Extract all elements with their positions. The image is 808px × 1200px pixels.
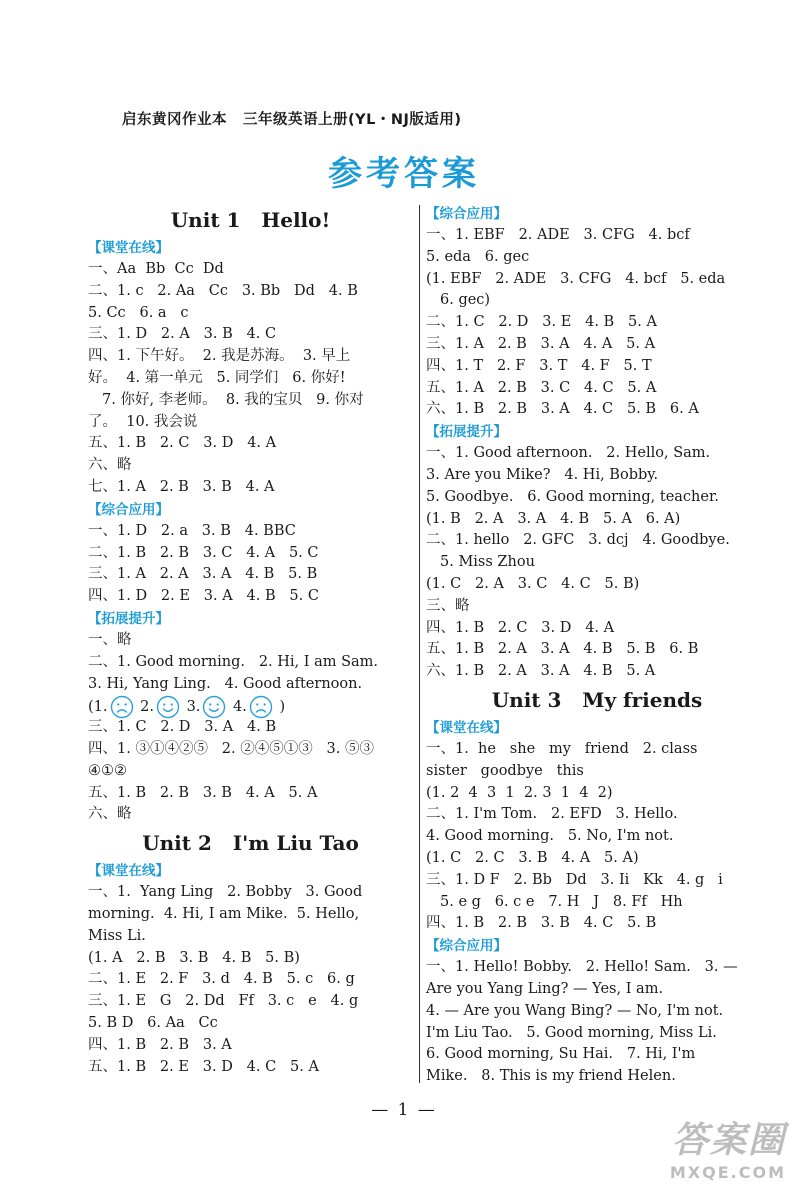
book-header bbox=[122, 108, 462, 129]
answer-line: 5. B D 6. Aa Cc bbox=[88, 1014, 218, 1031]
section-label: 【课堂在线】 bbox=[426, 719, 507, 736]
answer-line: 一、1. Yang Ling 2. Bobby 3. Good bbox=[88, 884, 363, 901]
answer-line: 好。 4. 第一单元 5. 同学们 6. 你好! bbox=[88, 369, 346, 386]
answer-line: 5. eda 6. gec bbox=[426, 248, 530, 265]
answer-line: 7. 你好, 李老师。 8. 我的宝贝 9. 你对 bbox=[102, 391, 364, 408]
unit-title: Unit 1 Hello! bbox=[170, 208, 331, 232]
answer-line: 二、1. B 2. B 3. C 4. A 5. C bbox=[88, 544, 319, 561]
answer-line: 六、略 bbox=[88, 457, 132, 474]
answer-line: (1. 2 4 3 1 2. 3 1 4 2) bbox=[426, 784, 613, 801]
answer-line: 二、1. E 2. F 3. d 4. B 5. c 6. g bbox=[88, 971, 355, 988]
answer-line: 四、1. D 2. E 3. A 4. B 5. C bbox=[88, 588, 319, 605]
answer-line: 一、1. D 2. a 3. B 4. BBC bbox=[88, 522, 296, 539]
answer-line: 六、1. B 2. B 3. A 4. C 5. B 6. A bbox=[426, 401, 699, 418]
answer-line: 一、1. Hello! Bobby. 2. Hello! Sam. 3. — bbox=[426, 959, 738, 976]
book-subtitle: 三年级英语上册(YL・NJ版适用) bbox=[243, 112, 462, 128]
answer-line: sister goodbye this bbox=[426, 762, 584, 779]
answer-line: I'm Liu Tao. 5. Good morning, Miss Li. bbox=[426, 1024, 717, 1041]
answer-line: morning. 4. Hi, I am Mike. 5. Hello, bbox=[88, 905, 360, 922]
answer-line: 5. Cc 6. a c bbox=[88, 304, 189, 321]
answer-line: 四、1. B 2. B 3. B 4. C 5. B bbox=[426, 915, 657, 932]
answer-line: 三、1. D 2. A 3. B 4. C bbox=[88, 326, 277, 343]
answer-line: 二、1. C 2. D 3. E 4. B 5. A bbox=[426, 314, 657, 331]
answer-line: 二、1. c 2. Aa Cc 3. Bb Dd 4. B bbox=[88, 282, 358, 299]
happy-face-icon bbox=[156, 695, 180, 719]
answer-line: 5. Miss Zhou bbox=[440, 554, 535, 571]
left-column bbox=[88, 203, 413, 1078]
answer-line: 三、1. D F 2. Bb Dd 3. Ii Kk 4. g i bbox=[426, 871, 723, 888]
sad-face-icon bbox=[110, 695, 134, 719]
column-divider bbox=[419, 205, 420, 1083]
answer-line: 二、1. Good morning. 2. Hi, I am Sam. bbox=[88, 653, 379, 670]
answer-line: 3. Are you Mike? 4. Hi, Bobby. bbox=[426, 466, 659, 483]
answer-line: 了。 10. 我会说 bbox=[88, 413, 198, 430]
section-label-row bbox=[88, 608, 413, 630]
section-label: 【拓展提升】 bbox=[426, 424, 507, 441]
answer-line: 二、1. hello 2. GFC 3. dcj 4. Goodbye. bbox=[426, 532, 730, 549]
section-label: 【拓展提升】 bbox=[88, 610, 169, 627]
answer-line: 三、略 bbox=[426, 597, 470, 614]
answer-line: 4. Good morning. 5. No, I'm not. bbox=[426, 828, 674, 845]
answer-line: (1. B 2. A 3. A 4. B 5. A 6. A) bbox=[426, 510, 681, 527]
section-label: 【综合应用】 bbox=[88, 501, 169, 518]
answer-line-faces bbox=[88, 695, 413, 717]
answer-line: 5. Goodbye. 6. Good morning, teacher. bbox=[426, 488, 719, 505]
answer-line: 五、1. A 2. B 3. C 4. C 5. A bbox=[426, 379, 657, 396]
answer-line: (1. C 2. A 3. C 4. C 5. B) bbox=[426, 575, 640, 592]
answer-line: (1. EBF 2. ADE 3. CFG 4. bcf 5. eda bbox=[426, 270, 726, 287]
answer-line: Miss Li. bbox=[88, 927, 146, 944]
section-label-row bbox=[88, 860, 413, 882]
answer-line: 二、1. I'm Tom. 2. EFD 3. Hello. bbox=[426, 806, 678, 823]
answer-line: 三、1. A 2. B 3. A 4. A 5. A bbox=[426, 335, 656, 352]
sad-face-icon bbox=[249, 695, 273, 719]
section-label: 【课堂在线】 bbox=[88, 863, 169, 880]
watermark-logo bbox=[670, 1112, 786, 1182]
section-label-row bbox=[426, 203, 768, 225]
answer-line: 3. Hi, Yang Ling. 4. Good afternoon. bbox=[88, 675, 363, 692]
answer-line: 4. — Are you Wang Bing? — No, I'm not. bbox=[426, 1002, 724, 1019]
unit-title: Unit 2 I'm Liu Tao bbox=[142, 831, 359, 856]
answer-line: Are you Yang Ling? — Yes, I am. bbox=[426, 980, 664, 997]
page-number: — 1 — bbox=[371, 1100, 437, 1120]
section-label: 【综合应用】 bbox=[426, 206, 507, 222]
watermark-url: MXQE.COM bbox=[669, 1163, 786, 1182]
question-number: 4. bbox=[233, 699, 247, 716]
answer-line: 四、1. B 2. B 3. A bbox=[88, 1036, 232, 1053]
answer-line: 四、1. 下午好。 2. 我是苏海。 3. 早上 bbox=[88, 348, 351, 365]
answer-line: Mike. 8. This is my friend Helen. bbox=[426, 1068, 676, 1085]
question-number: (1. bbox=[88, 699, 108, 716]
answer-line: 6. Good morning, Su Hai. 7. Hi, I'm bbox=[426, 1046, 696, 1063]
question-number: 2. bbox=[140, 699, 154, 716]
page-title: 参考答案 bbox=[328, 154, 480, 194]
answer-line: ④①② bbox=[88, 762, 127, 779]
close-paren: ) bbox=[279, 699, 286, 716]
book-name: 启东黄冈作业本 bbox=[122, 112, 227, 128]
watermark-text: 答案圈 bbox=[671, 1120, 786, 1161]
section-label: 【课堂在线】 bbox=[88, 240, 169, 256]
answer-line: 四、1. ③①④②⑤ 2. ②④⑤①③ 3. ⑤③ bbox=[88, 740, 374, 757]
answer-line: 六、略 bbox=[88, 806, 132, 823]
section-label-row bbox=[88, 237, 413, 259]
answer-line: 一、Aa Bb Cc Dd bbox=[88, 261, 224, 277]
answer-line: 五、1. B 2. A 3. A 4. B 5. B 6. B bbox=[426, 641, 699, 658]
section-label-row bbox=[426, 935, 768, 957]
question-number: 3. bbox=[186, 699, 201, 716]
answer-line: 一、1. EBF 2. ADE 3. CFG 4. bcf bbox=[426, 227, 690, 243]
answer-line: 五、1. B 2. E 3. D 4. C 5. A bbox=[88, 1058, 319, 1075]
answer-line: 六、1. B 2. A 3. A 4. B 5. A bbox=[426, 663, 656, 680]
answer-line: (1. A 2. B 3. B 4. B 5. B) bbox=[88, 949, 300, 966]
answer-line: 一、1. he she my friend 2. class bbox=[426, 740, 698, 757]
unit-title: Unit 3 My friends bbox=[491, 687, 703, 712]
answer-line: 一、略 bbox=[88, 631, 132, 648]
section-label-row bbox=[426, 717, 768, 739]
answer-line: 七、1. A 2. B 3. B 4. A bbox=[88, 478, 275, 495]
answer-line: 五、1. B 2. C 3. D 4. A bbox=[88, 435, 277, 452]
answer-line: (1. C 2. C 3. B 4. A 5. A) bbox=[426, 849, 639, 866]
right-column bbox=[426, 203, 768, 1088]
section-label-row bbox=[88, 499, 413, 521]
answer-line: 三、1. E G 2. Dd Ff 3. c e 4. g bbox=[88, 993, 359, 1010]
answer-line: 四、1. T 2. F 3. T 4. F 5. T bbox=[426, 357, 652, 374]
answer-line: 6. gec) bbox=[440, 292, 491, 309]
happy-face-icon bbox=[202, 695, 226, 719]
answer-line: 三、1. C 2. D 3. A 4. B bbox=[88, 719, 277, 736]
answer-line: 三、1. A 2. A 3. A 4. B 5. B bbox=[88, 566, 318, 583]
answer-line: 5. e g 6. c e 7. H J 8. Ff Hh bbox=[440, 893, 683, 910]
answer-line: 一、1. Good afternoon. 2. Hello, Sam. bbox=[426, 445, 711, 462]
answer-line: 五、1. B 2. B 3. B 4. A 5. A bbox=[88, 784, 318, 801]
answer-line: 四、1. B 2. C 3. D 4. A bbox=[426, 619, 615, 636]
section-label-row bbox=[426, 421, 768, 443]
section-label: 【综合应用】 bbox=[426, 938, 507, 955]
